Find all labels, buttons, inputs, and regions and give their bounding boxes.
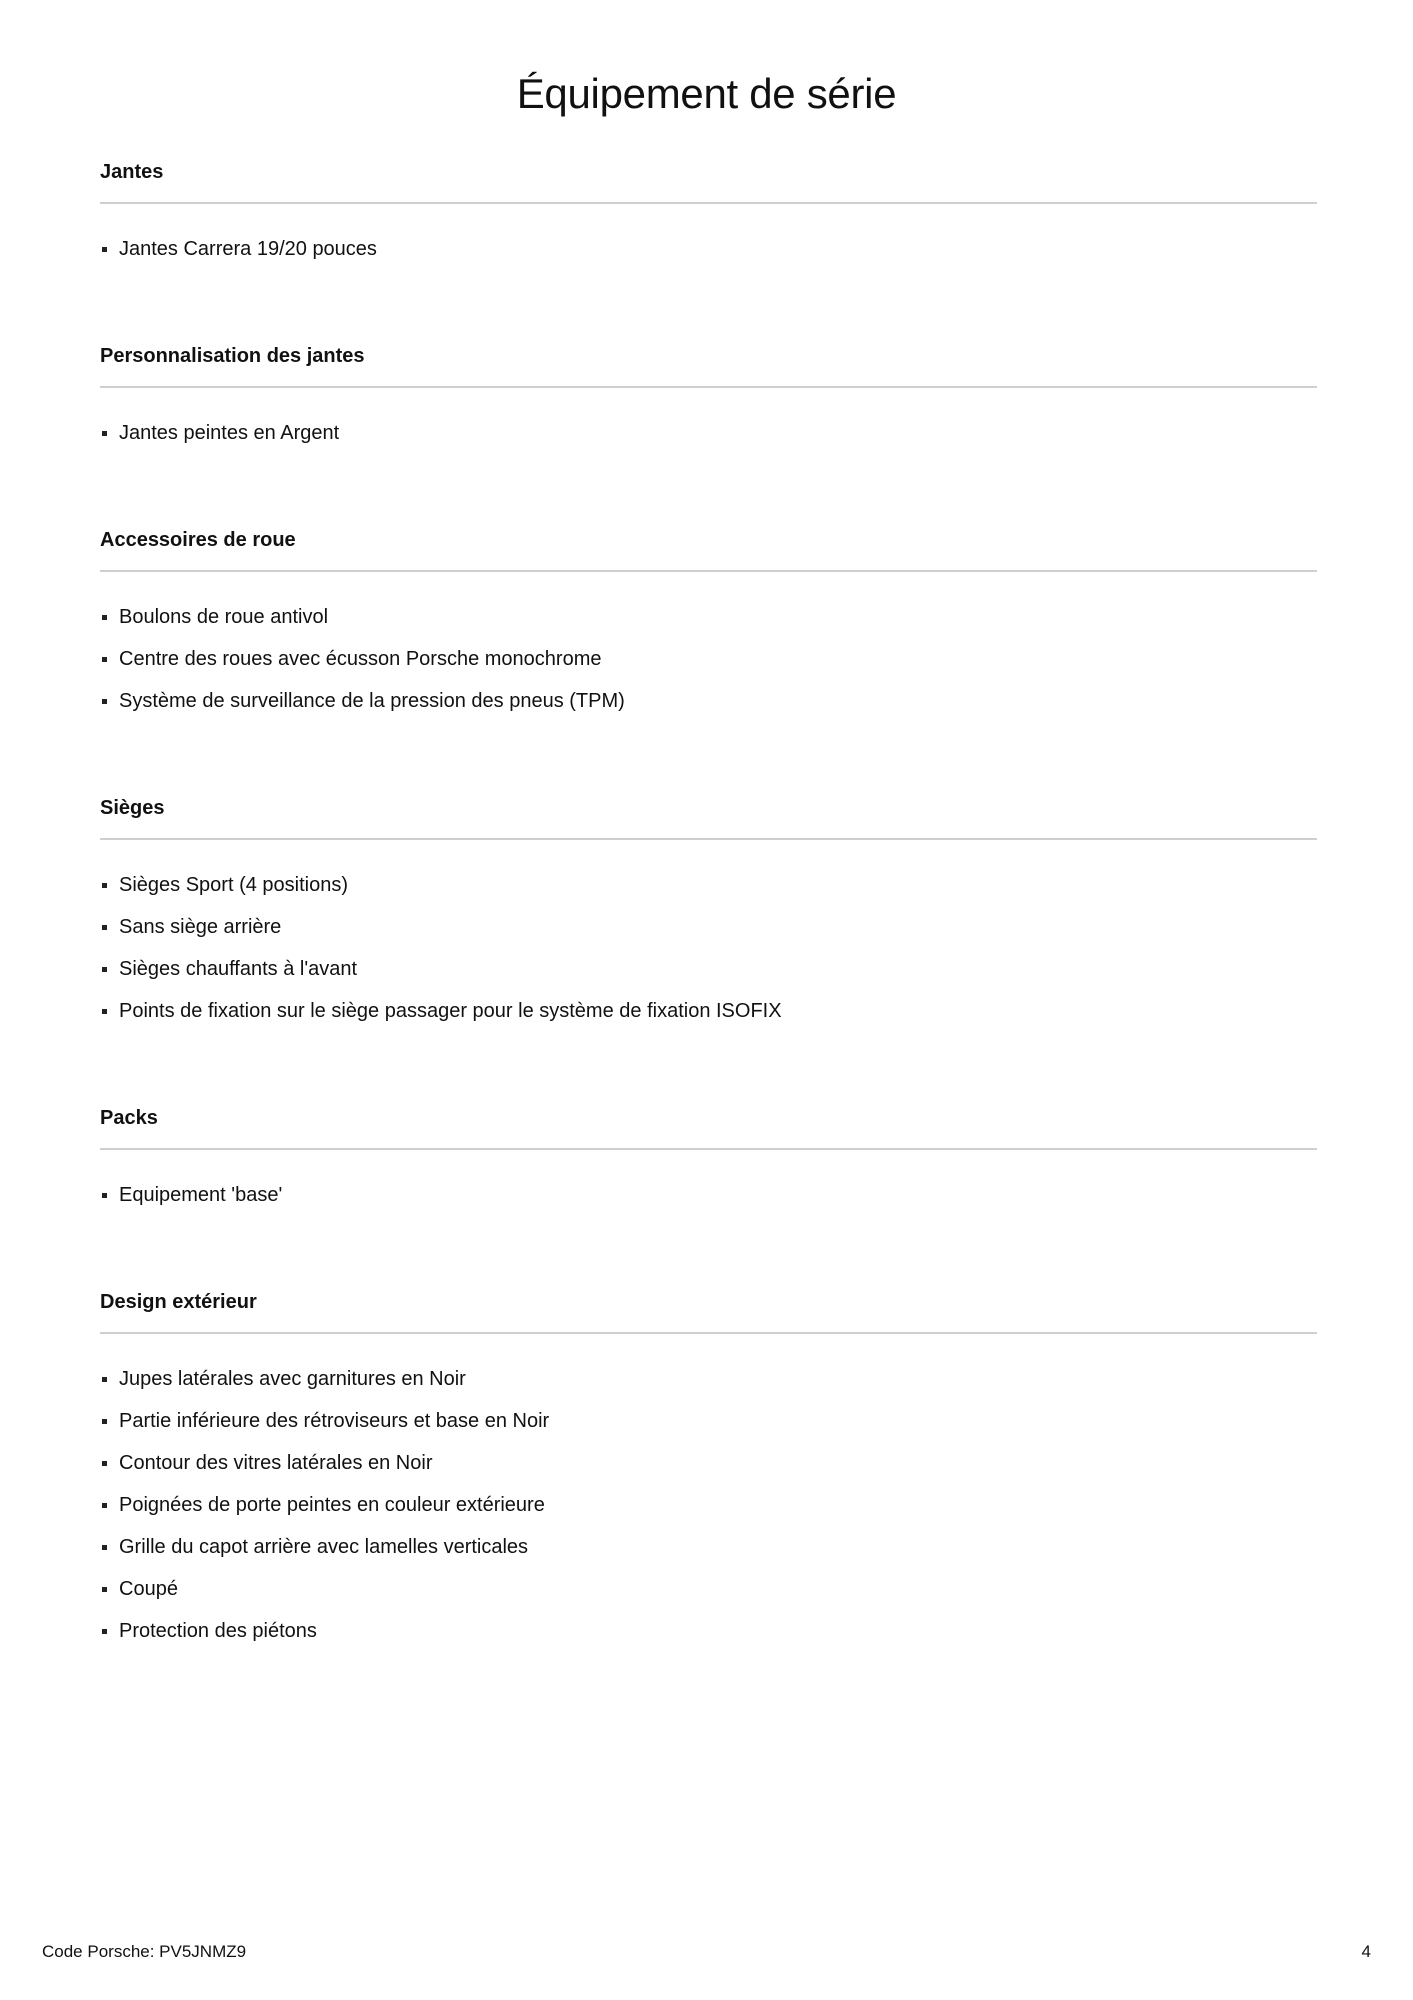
- item-label: Grille du capot arrière avec lamelles verticales: [119, 1536, 529, 1558]
- list-item: [100, 228, 1317, 270]
- item-label: Centre des roues avec écusson Porsche monochrome: [119, 648, 602, 670]
- item-label: Jantes peintes en Argent: [119, 422, 340, 444]
- item-list: [100, 388, 1317, 454]
- section-sieges: [100, 792, 1317, 1032]
- item-label: Sièges Sport (4 positions): [119, 874, 349, 896]
- section-jantes: [100, 156, 1317, 270]
- bullet-icon: [102, 247, 107, 252]
- item-label: Jantes Carrera 19/20 pouces: [119, 238, 377, 260]
- item-list: [100, 840, 1317, 1032]
- list-item: [100, 1174, 1317, 1216]
- section-personnalisation-jantes: [100, 340, 1317, 454]
- list-item: [100, 412, 1317, 454]
- bullet-icon: [102, 431, 107, 436]
- item-label: Jupes latérales avec garnitures en Noir: [119, 1368, 466, 1390]
- page-title: Équipement de série: [516, 70, 897, 117]
- item-label: Partie inférieure des rétroviseurs et base en Noir: [119, 1410, 550, 1432]
- list-item: [100, 1358, 1317, 1400]
- list-item: [100, 1442, 1317, 1484]
- bullet-icon: [102, 1461, 107, 1466]
- item-label: Sièges chauffants à l'avant: [119, 958, 358, 980]
- bullet-icon: [102, 1193, 107, 1198]
- bullet-icon: [102, 883, 107, 888]
- section-heading: Sièges: [100, 792, 1317, 840]
- list-item: [100, 1526, 1317, 1568]
- bullet-icon: [102, 657, 107, 662]
- bullet-icon: [102, 1587, 107, 1592]
- section-heading: Jantes: [100, 156, 1317, 204]
- list-item: [100, 1400, 1317, 1442]
- bullet-icon: [102, 1009, 107, 1014]
- item-label: Equipement 'base': [119, 1184, 283, 1206]
- section-design-exterieur: [100, 1286, 1317, 1652]
- list-item: [100, 1610, 1317, 1652]
- section-packs: [100, 1102, 1317, 1216]
- item-label: Protection des piétons: [119, 1620, 317, 1642]
- bullet-icon: [102, 1503, 107, 1508]
- section-heading: Packs: [100, 1102, 1317, 1150]
- list-item: [100, 1484, 1317, 1526]
- list-item: [100, 638, 1317, 680]
- item-label: Système de surveillance de la pression des pneus (TPM): [119, 690, 625, 712]
- bullet-icon: [102, 925, 107, 930]
- bullet-icon: [102, 967, 107, 972]
- item-list: [100, 204, 1317, 270]
- bullet-icon: [102, 1629, 107, 1634]
- bullet-icon: [102, 1419, 107, 1424]
- section-heading: Personnalisation des jantes: [100, 340, 1317, 388]
- item-label: Points de fixation sur le siège passager pour le système de fixation ISOFIX: [119, 1000, 782, 1022]
- list-item: [100, 1568, 1317, 1610]
- item-list: [100, 572, 1317, 722]
- page-number: 4: [1361, 1942, 1371, 1961]
- item-label: Boulons de roue antivol: [119, 606, 329, 628]
- section-heading: Design extérieur: [100, 1286, 1317, 1334]
- item-label: Contour des vitres latérales en Noir: [119, 1452, 433, 1474]
- equipment-list: [100, 156, 1317, 1722]
- section-accessoires-roue: [100, 524, 1317, 722]
- bullet-icon: [102, 1545, 107, 1550]
- list-item: [100, 864, 1317, 906]
- item-list: [100, 1150, 1317, 1216]
- list-item: [100, 906, 1317, 948]
- list-item: [100, 948, 1317, 990]
- list-item: [100, 990, 1317, 1032]
- item-label: Poignées de porte peintes en couleur extérieure: [119, 1494, 545, 1516]
- item-label: Coupé: [119, 1578, 178, 1600]
- section-heading: Accessoires de roue: [100, 524, 1317, 572]
- item-label: Sans siège arrière: [119, 916, 282, 938]
- list-item: [100, 680, 1317, 722]
- item-list: [100, 1334, 1317, 1652]
- porsche-code: Code Porsche: PV5JNMZ9: [42, 1942, 247, 1961]
- bullet-icon: [102, 615, 107, 620]
- list-item: [100, 596, 1317, 638]
- bullet-icon: [102, 699, 107, 704]
- bullet-icon: [102, 1377, 107, 1382]
